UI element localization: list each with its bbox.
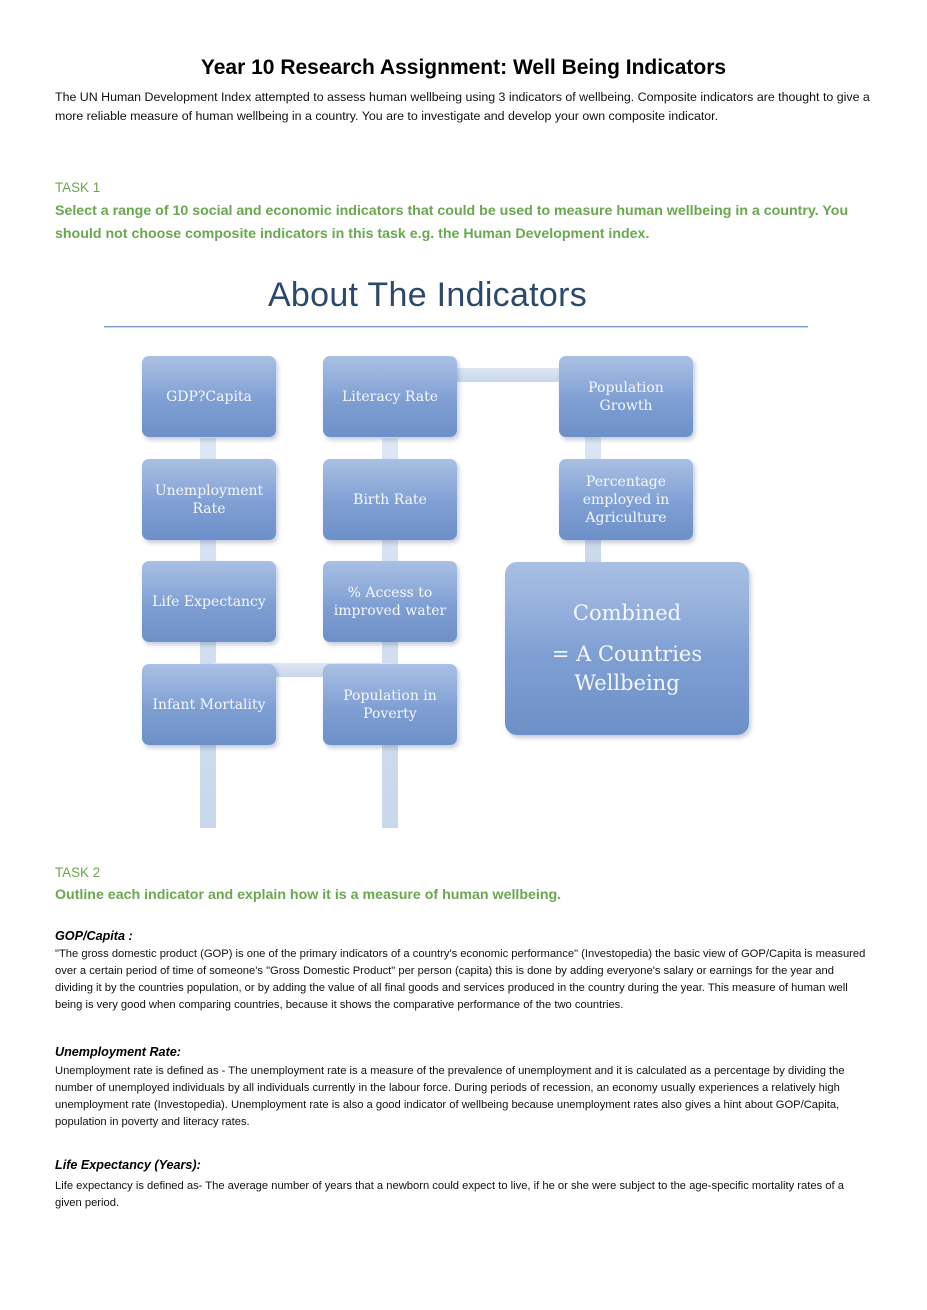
section-life-expectancy-text: Life expectancy is defined as- The average number of years that a newborn could expect to live, if he or she were subject to the age-specific mortality rates of a given period. (55, 1180, 844, 1209)
task2-heading: TASK 2 (55, 865, 101, 880)
indicator-gdp-capita (142, 356, 276, 437)
indicator-literacy-rate-label: Literacy Rate (341, 388, 439, 405)
indicator-agriculture-employment-label: Percentage employed in Agriculture (582, 473, 670, 526)
diagram-title: About The Indicators (267, 276, 588, 314)
section-unemployment-heading: Unemployment Rate: (55, 1045, 181, 1059)
section-unemployment-text: Unemployment rate is defined as - The unemployment rate is a measure of the prevalence of unemployment and it is calculated as a percentage by dividing the number of unemployed individuals by all individuals currently in the labour force. During periods of recession, an economy usually experiences a relatively high unemployment rate (Investopedia). Unemployment rate is also a good indicator of wellbeing because unemployment rates also gives a hint about GOP/Capita, population in poverty and literacy rates. (55, 1065, 845, 1128)
intro-paragraph: The UN Human Development Index attempted to assess human wellbeing using 3 indicators of wellbeing. Composite indicators are thought to give a more reliable measure of human wellbeing in a country. You are to investigate and develop your own composite indicator. (55, 90, 870, 123)
indicator-unemployment-rate-label: Unemployment Rate (154, 482, 264, 517)
indicator-infant-mortality-label: Infant Mortality (152, 696, 266, 713)
indicator-literacy-rate (323, 356, 457, 437)
section-gop-capita-heading: GOP/Capita : (55, 929, 133, 943)
indicator-birth-rate (323, 459, 457, 540)
indicator-gdp-capita-label: GDP?Capita (166, 388, 252, 405)
task2-instructions: Outline each indicator and explain how it is a measure of human wellbeing. (55, 887, 562, 903)
combined-wellbeing-box (505, 562, 749, 735)
indicator-unemployment-rate (142, 459, 276, 540)
indicator-population-poverty-label: Population in Poverty (343, 687, 437, 722)
indicator-infant-mortality (142, 664, 276, 745)
combined-line1: Combined (572, 601, 682, 625)
indicator-population-growth-label: Population Growth (588, 379, 664, 414)
page-title: Year 10 Research Assignment: Well Being Indicators (200, 56, 727, 79)
indicator-life-expectancy-label: Life Expectancy (152, 593, 266, 610)
section-gop-capita-text: "The gross domestic product (GOP) is one of the primary indicators of a country's economic performance" (Investopedia) the basic view of GOP/Capita is measured over a certain period of time of someone's "Gross Domestic Product" per person (capita) this is done by adding everyone's salary or earnings for the year and dividing it by the countries population, or by adding the value of all final goods and services produced in the country during the year. This measure of human well being is very good when comparing countries, because it shows the comparative performance of the two countries. (55, 948, 866, 1011)
task1-instructions: Select a range of 10 social and economic indicators that could be used to measure human wellbeing in a country. You should not choose composite indicators in this task e.g. the Human Development index. (55, 203, 849, 242)
indicator-water-access (323, 561, 457, 642)
indicators-diagram (0, 268, 927, 768)
indicator-water-access-label: % Access to improved water (333, 584, 447, 619)
section-life-expectancy-heading: Life Expectancy (Years): (55, 1158, 201, 1172)
combined-line2: = A Countries Wellbeing (551, 642, 703, 695)
indicator-birth-rate-label: Birth Rate (353, 491, 427, 508)
indicator-population-growth (559, 356, 693, 437)
connector-col2-col3 (455, 368, 565, 382)
indicator-agriculture-employment (559, 459, 693, 540)
diagram-title-rule (104, 326, 808, 327)
combined-wellbeing-text (535, 599, 719, 698)
indicator-life-expectancy (142, 561, 276, 642)
indicator-population-poverty (323, 664, 457, 745)
task1-heading: TASK 1 (55, 180, 101, 195)
